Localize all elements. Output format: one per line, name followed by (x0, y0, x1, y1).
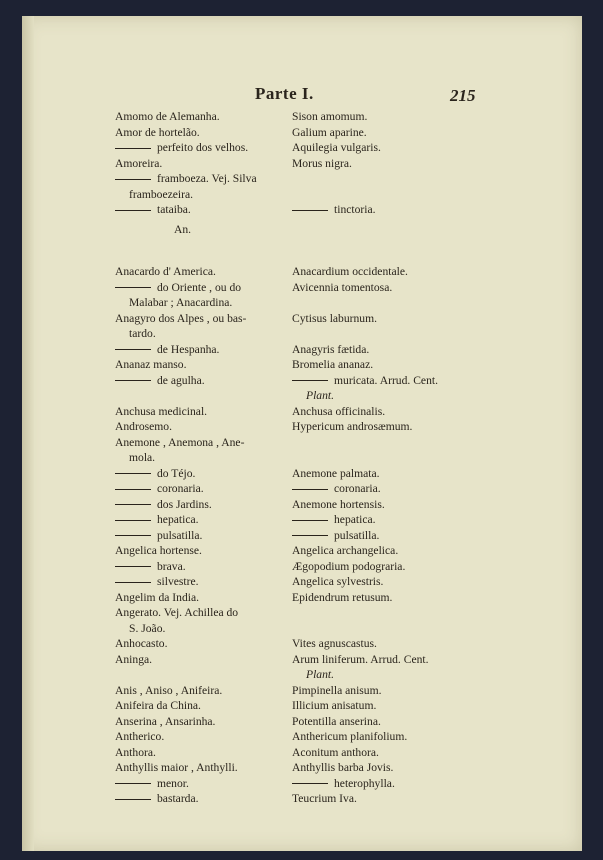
latin-name-entry (292, 497, 522, 513)
ditto-dash (292, 210, 328, 211)
entry-text: mola. (129, 451, 156, 464)
ditto-dash (115, 380, 151, 381)
entry-text: dos Jardins. (157, 497, 212, 511)
entry-text: Anserina , Ansarinha. (115, 714, 216, 728)
entry-text: pulsatilla. (157, 528, 203, 542)
portuguese-name-entry (115, 311, 287, 327)
entry-text: Malabar ; Anacardina. (129, 296, 233, 309)
entry-text: Anchusa medicinal. (115, 404, 208, 418)
portuguese-name-entry (115, 667, 287, 683)
portuguese-name-entry (115, 528, 287, 544)
ditto-dash (115, 148, 151, 149)
portuguese-name-entry (115, 683, 287, 699)
entry-text: Antherico. (115, 730, 165, 743)
entry-text: Angelica sylvestris. (292, 575, 384, 588)
ditto-dash (115, 520, 151, 521)
entry-text: silvestre. (157, 575, 199, 588)
entry-text: Aquilegia vulgaris. (292, 141, 381, 154)
entry-text: muricata. Arrud. Cent. (334, 373, 438, 387)
entry-text: Avicennia tomentosa. (292, 280, 393, 294)
portuguese-name-entry (115, 714, 287, 730)
portuguese-name-entry (115, 450, 287, 466)
entry-text: Pimpinella anisum. (292, 683, 382, 697)
latin-name-entry (292, 466, 522, 482)
latin-name-entry (292, 311, 522, 327)
ditto-dash (292, 783, 328, 784)
ditto-dash (292, 489, 328, 490)
entry-text: Aninga. (115, 652, 153, 666)
ditto-dash (115, 179, 151, 180)
latin-name-entry (292, 264, 522, 280)
ditto-dash (115, 349, 151, 350)
entry-text: Anemone hortensis. (292, 497, 385, 511)
latin-name-entry (292, 187, 522, 203)
entry-text: Sison amomum. (292, 110, 368, 123)
entry-text: Amoreira. (115, 156, 163, 170)
entry-text: perfeito dos velhos. (157, 141, 249, 154)
portuguese-name-entry (115, 404, 287, 420)
entry-text: framboezeira. (129, 187, 194, 201)
entry-text: hepatica. (157, 513, 199, 526)
entry-text: heterophylla. (334, 776, 395, 790)
portuguese-name-entry (115, 791, 287, 807)
portuguese-name-entry (115, 264, 287, 280)
portuguese-name-entry (115, 187, 287, 203)
portuguese-name-entry (115, 466, 287, 482)
entry-text: Potentilla anserina. (292, 714, 381, 728)
entry-text: Illicium anisatum. (292, 699, 377, 712)
portuguese-name-entry (115, 295, 287, 311)
entry-text: Anifeira da China. (115, 699, 201, 712)
latin-name-entry (292, 419, 522, 435)
entry-text: Anagyris fætida. (292, 342, 370, 356)
entry-text: Teucrium Iva. (292, 792, 357, 805)
entry-text: Anhocasto. (115, 637, 168, 650)
entry-text: Epidendrum retusum. (292, 590, 393, 604)
latin-name-entry (292, 605, 522, 621)
latin-name-entry (292, 171, 522, 187)
entry-text: coronaria. (157, 482, 204, 495)
entry-text: Anis , Aniso , Anifeira. (115, 683, 223, 697)
portuguese-name-entry (115, 559, 287, 575)
latin-name-entry (292, 326, 522, 342)
entry-text: do Téjo. (157, 466, 196, 480)
ditto-dash (115, 582, 151, 583)
latin-name-entry (292, 745, 522, 761)
entry-text: Anthora. (115, 745, 156, 759)
entry-text: Hypericum androsæmum. (292, 420, 413, 433)
latin-name-entry (292, 342, 522, 358)
latin-name-entry (292, 729, 522, 745)
entry-text: Vites agnuscastus. (292, 637, 377, 650)
entry-text: Anthericum planifolium. (292, 730, 408, 743)
entry-text: tinctoria. (334, 203, 376, 216)
latin-name-entry (292, 218, 522, 234)
entry-text: bastarda. (157, 792, 199, 805)
entry-text: Plant. (306, 668, 335, 681)
entry-text: pulsatilla. (334, 528, 380, 542)
latin-name-entry (292, 776, 522, 792)
portuguese-name-entry (115, 156, 287, 172)
latin-name-entry (292, 590, 522, 606)
latin-name-entry (292, 559, 522, 575)
latin-name-entry (292, 140, 522, 156)
entry-text: tardo. (129, 327, 156, 340)
entry-text: Anthyllis maior , Anthylli. (115, 761, 238, 774)
entry-text: menor. (157, 776, 189, 790)
entry-text: coronaria. (334, 482, 381, 495)
portuguese-name-entry (115, 342, 287, 358)
latin-name-entry (292, 683, 522, 699)
latin-name-entry (292, 636, 522, 652)
book-page (22, 16, 582, 851)
portuguese-name-entry (115, 574, 287, 590)
latin-name-entry (292, 435, 522, 451)
entry-text: Angelim da India. (115, 590, 200, 604)
portuguese-name-entry (115, 543, 287, 559)
portuguese-name-entry (115, 776, 287, 792)
latin-name-entry (292, 295, 522, 311)
latin-name-entry (292, 528, 522, 544)
entry-text: Angelica hortense. (115, 544, 202, 557)
portuguese-name-entry (115, 357, 287, 373)
entry-text: Anemone , Anemona , Ane- (115, 435, 245, 449)
entry-text: Amor de hortelão. (115, 125, 200, 139)
entry-text: Anagyro dos Alpes , ou bas- (115, 311, 247, 325)
portuguese-name-entry (115, 497, 287, 513)
entry-text: Plant. (306, 389, 335, 402)
portuguese-name-entry (115, 373, 287, 389)
latin-name-entry (292, 280, 522, 296)
ditto-dash (292, 535, 328, 536)
entry-text: Anchusa officinalis. (292, 404, 386, 418)
portuguese-name-entry (115, 605, 287, 621)
entry-text: Androsemo. (115, 420, 172, 433)
latin-name-entry (292, 233, 522, 249)
left-column-portuguese-names (115, 109, 287, 807)
entry-text: Morus nigra. (292, 156, 352, 170)
portuguese-name-entry (115, 481, 287, 497)
entry-text: brava. (157, 559, 186, 573)
entry-text: Arum liniferum. Arrud. Cent. (292, 652, 429, 666)
entry-text: Galium aparine. (292, 125, 367, 139)
portuguese-name-entry (115, 652, 287, 668)
entry-text: Aconitum anthora. (292, 745, 379, 759)
portuguese-name-entry (115, 745, 287, 761)
latin-name-entry (292, 791, 522, 807)
latin-name-entry (292, 450, 522, 466)
portuguese-name-entry (115, 218, 287, 234)
entry-text: Ananaz manso. (115, 358, 187, 371)
section-heading: An. (174, 223, 192, 236)
latin-name-entry (292, 698, 522, 714)
latin-name-entry (292, 388, 522, 404)
latin-name-entry (292, 760, 522, 776)
latin-name-entry (292, 574, 522, 590)
latin-name-entry (292, 125, 522, 141)
portuguese-name-entry (115, 249, 287, 265)
ditto-dash (115, 783, 151, 784)
latin-name-entry (292, 109, 522, 125)
entry-text: Cytisus laburnum. (292, 311, 378, 325)
entry-text: de Hespanha. (157, 342, 220, 356)
portuguese-name-entry (115, 109, 287, 125)
entry-text: Angerato. Vej. Achillea do (115, 606, 239, 619)
portuguese-name-entry (115, 280, 287, 296)
latin-name-entry (292, 667, 522, 683)
ditto-dash (115, 799, 151, 800)
page-header-title: Parte I. (255, 84, 314, 103)
entry-text: S. João. (129, 621, 166, 635)
latin-name-entry (292, 714, 522, 730)
ditto-dash (115, 473, 151, 474)
ditto-dash (115, 535, 151, 536)
ditto-dash (115, 210, 151, 211)
latin-name-entry (292, 512, 522, 528)
latin-name-entry (292, 373, 522, 389)
entry-text: Amomo de Alemanha. (115, 110, 220, 123)
latin-name-entry (292, 357, 522, 373)
portuguese-name-entry (115, 435, 287, 451)
portuguese-name-entry (115, 698, 287, 714)
entry-text: Ægopodium podograria. (292, 559, 406, 573)
latin-name-entry (292, 652, 522, 668)
portuguese-name-entry (115, 140, 287, 156)
entry-text: Anacardo d' America. (115, 265, 216, 278)
right-column-latin-names (292, 109, 522, 807)
latin-name-entry (292, 621, 522, 637)
latin-name-entry (292, 481, 522, 497)
entry-text: Angelica archangelica. (292, 544, 399, 557)
portuguese-name-entry (115, 590, 287, 606)
latin-name-entry (292, 404, 522, 420)
portuguese-name-entry (115, 233, 287, 249)
ditto-dash (292, 520, 328, 521)
portuguese-name-entry (115, 621, 287, 637)
latin-name-entry (292, 543, 522, 559)
latin-name-entry (292, 249, 522, 265)
portuguese-name-entry (115, 512, 287, 528)
portuguese-name-entry (115, 202, 287, 218)
entry-text: do Oriente , ou do (157, 280, 242, 294)
page-number: 215 (450, 86, 476, 105)
entry-text: hepatica. (334, 513, 376, 526)
ditto-dash (115, 504, 151, 505)
portuguese-name-entry (115, 171, 287, 187)
portuguese-name-entry (115, 388, 287, 404)
portuguese-name-entry (115, 419, 287, 435)
entry-text: framboeza. Vej. Silva (157, 172, 257, 185)
ditto-dash (292, 380, 328, 381)
portuguese-name-entry (115, 636, 287, 652)
ditto-dash (115, 287, 151, 288)
latin-name-entry (292, 156, 522, 172)
ditto-dash (115, 489, 151, 490)
latin-name-entry (292, 202, 522, 218)
entry-text: Anacardium occidentale. (292, 265, 408, 278)
page-gutter (22, 16, 34, 851)
entry-text: Anthyllis barba Jovis. (292, 761, 394, 774)
ditto-dash (115, 566, 151, 567)
portuguese-name-entry (115, 125, 287, 141)
portuguese-name-entry (115, 729, 287, 745)
portuguese-name-entry (115, 760, 287, 776)
entry-text: Anemone palmata. (292, 466, 380, 480)
entry-text: Bromelia ananaz. (292, 358, 374, 371)
entry-text: de agulha. (157, 373, 205, 387)
portuguese-name-entry (115, 326, 287, 342)
entry-text: tataiba. (157, 203, 191, 216)
